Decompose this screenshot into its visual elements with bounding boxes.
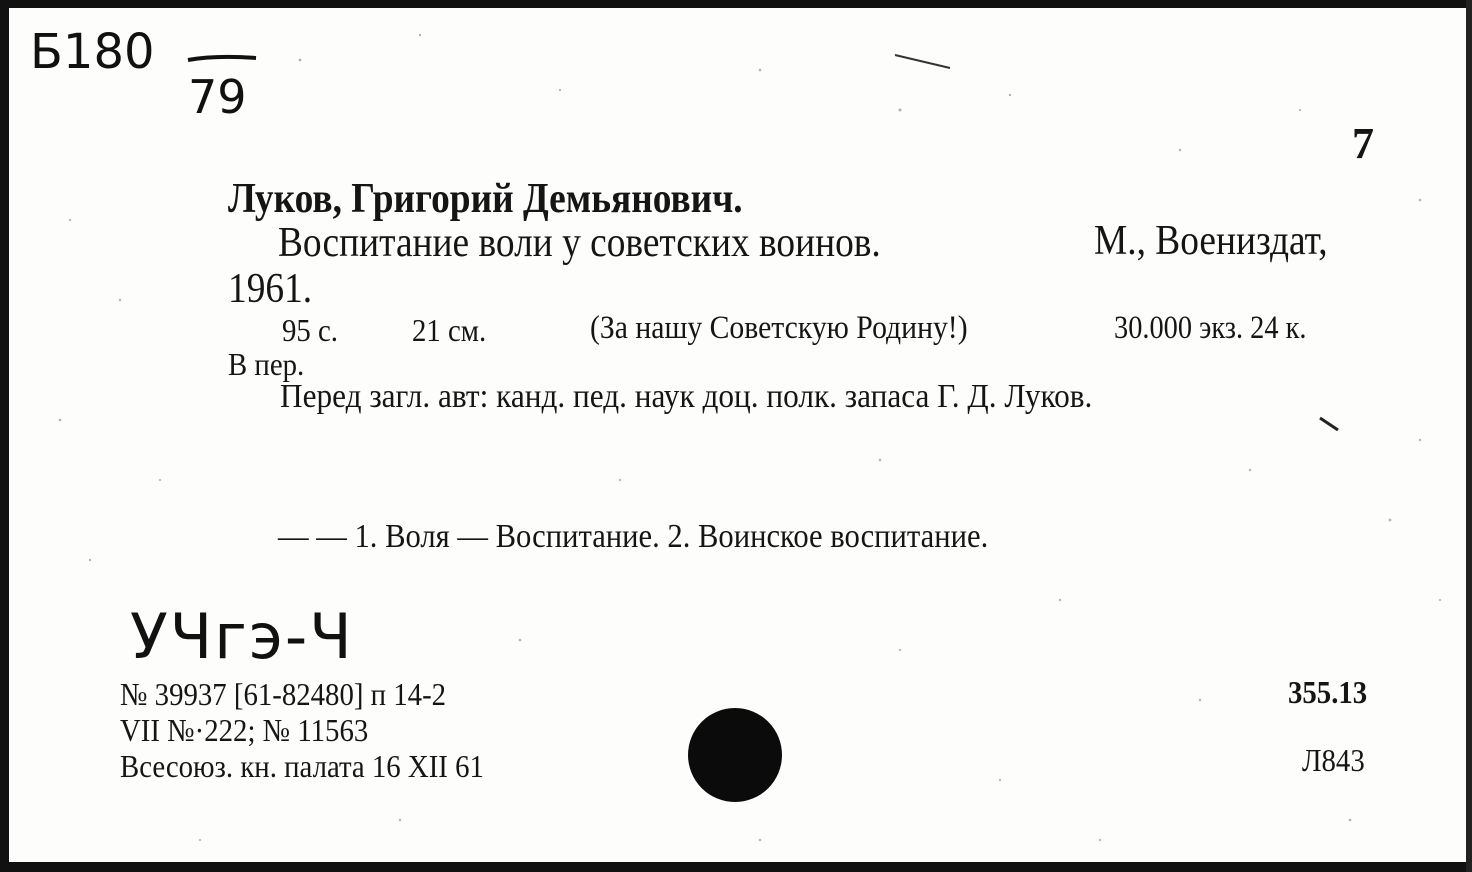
registration-line-2: VII №·222; № 11563 [120,712,369,748]
author-mark: Л843 [1302,742,1365,778]
book-size: 21 см. [412,312,487,348]
subject-headings: — — 1. Воля — Воспитание. 2. Воинское воспитание. [278,518,989,555]
author-heading: Луков, Григорий Демьянович. [228,176,743,222]
series-statement: (За нашу Советскую Родину!) [590,310,968,346]
imprint: М., Воениздат, [1094,218,1328,264]
binding: В пер. [228,346,305,382]
card-punch-hole [688,708,782,802]
handwritten-code: УЧгэ-Ч [130,600,354,673]
page-count: 95 с. [282,312,338,348]
classification-index: 355.13 [1288,674,1368,710]
fraction-bar [186,54,260,64]
print-run-price: 30.000 экз. 24 к. [1114,310,1307,346]
book-title: Воспитание воли у советских воинов. [278,220,881,266]
shelfmark: Б180 [30,24,155,80]
registration-line-1: № 39937 [61-82480] п 14-2 [120,676,447,712]
publication-year: 1961. [228,266,313,312]
registration-line-3: Всесоюз. кн. палата 16 XII 61 [120,748,484,784]
shelfmark-fraction: 79 [188,70,247,124]
card-number: 7 [1352,119,1374,168]
author-note: Перед загл. авт: канд. пед. наук доц. полк. запаса Г. Д. Луков. [280,378,1093,415]
